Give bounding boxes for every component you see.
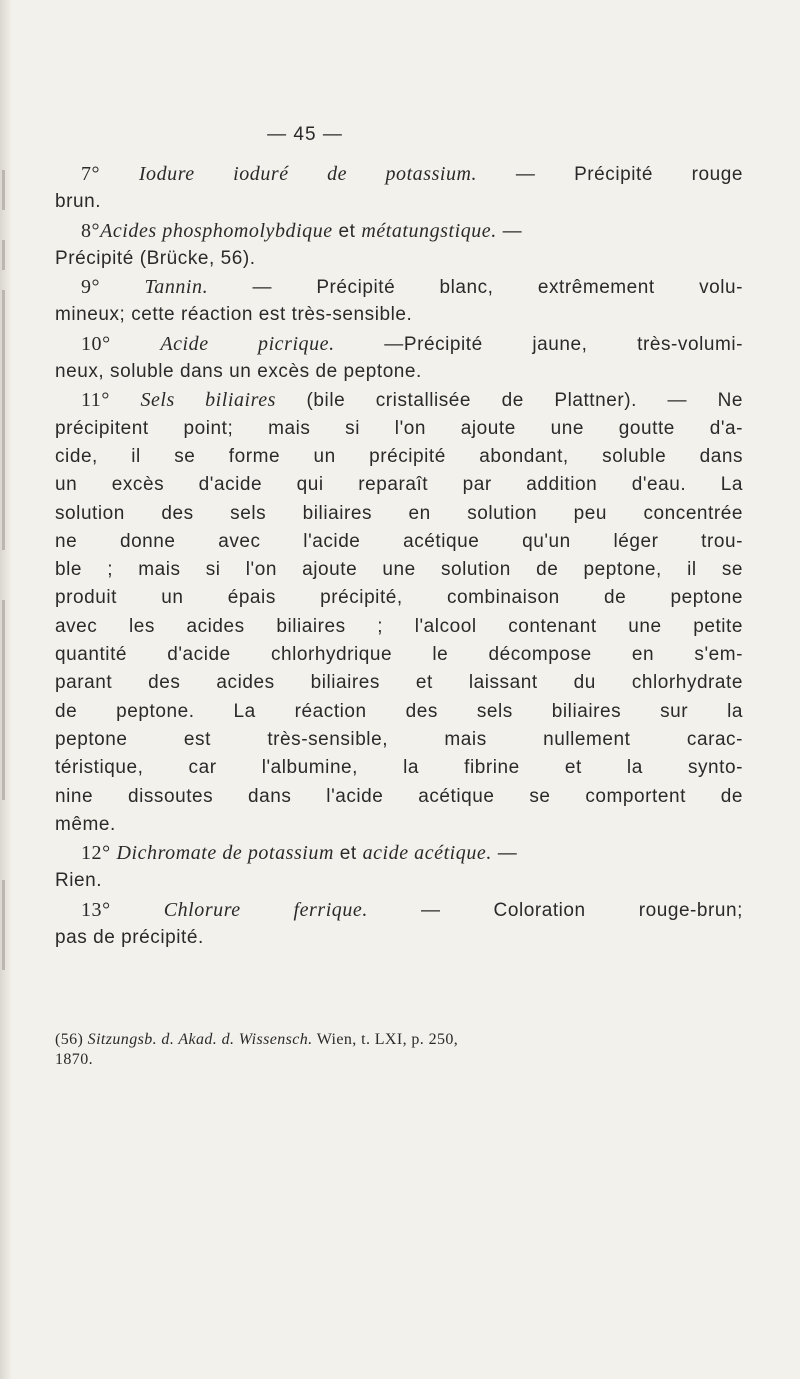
item-8-term: Acides phosphomolybdique [100,219,333,242]
item-11-line: avec les acides biliaires ; l'alcool contenant une petite [55,615,743,637]
item-9-term: Tannin. [144,276,209,299]
binding-mark [2,290,5,550]
item-11-line: même. [55,813,116,835]
item-10-term: Acide picrique. [160,332,335,355]
item-13-term: Chlorure ferrique. [163,898,368,921]
item-12-line-1: 12° Dichromate de potassium et acide acétique. — [81,842,518,865]
item-11-line: produit un épais précipité, combinaison de peptone [55,587,743,609]
item-12-term: Dichromate de potassium [116,842,334,865]
item-11-line-1: 11° Sels biliaires (bile cristallisée de Plattner). — Ne [81,389,743,412]
item-7-line-1: 7° Iodure ioduré de potassium. — Précipité rouge [81,163,743,185]
binding-mark [2,600,5,800]
binding-mark [2,240,5,270]
item-11-line: téristique, car l'albumine, la fibrine et la synto- [55,757,743,779]
item-7-term: Iodure ioduré de potassium. [138,163,478,185]
footnote-line-1: (56) Sitzungsb. d. Akad. d. Wissensch. Wien, t. LXI, p. 250, [55,1031,459,1048]
page-number: — 45 — [267,124,343,145]
item-9-line-1: 9° Tannin. — Précipité blanc, extrêmement volu- [81,276,743,299]
item-11-line: précipitent point; mais si l'on ajoute une goutte d'a- [55,417,743,439]
item-11-term: Sels biliaires [140,389,277,412]
body-text [55,160,743,952]
item-7-line-2: brun. [55,191,102,213]
item-11-line: nine dissoutes dans l'acide acétique se comportent de [55,785,743,807]
item-11-line: parant des acides biliaires et laissant du chlorhydrate [55,672,743,694]
footnote [55,1030,745,1070]
item-11-line: quantité d'acide chlorhydrique le décompose en s'em- [55,644,743,666]
item-11-line: cide, il se forme un précipité abondant, soluble dans [55,445,743,467]
page-binding-shadow [0,0,12,1379]
footnote-marker: (56) [55,1031,84,1048]
item-9-line-2: mineux; cette réaction est très-sensible. [55,304,413,326]
item-11-line: un excès d'acide qui reparaît par addition d'eau. La [55,474,743,496]
item-11-line: solution des sels biliaires en solution peu concentrée [55,502,743,524]
item-8-line-2: Précipité (Brücke, 56). [55,247,256,269]
item-13-line-1: 13° Chlorure ferrique. — Coloration rouge-brun; [81,898,743,921]
item-11-line: ne donne avec l'acide acétique qu'un léger trou- [55,530,743,552]
footnote-line-2: 1870. [55,1051,93,1068]
item-13-line-2: pas de précipité. [55,927,204,949]
item-8-line-1: 8°Acides phosphomolybdique et métatungstique. — [81,219,523,242]
binding-mark [2,880,5,970]
item-10-line-1: 10° Acide picrique. —Précipité jaune, très-volumi- [81,332,743,355]
binding-mark [2,170,5,210]
item-11-line: ble ; mais si l'on ajoute une solution de peptone, il se [55,559,743,581]
item-11-line: de peptone. La réaction des sels biliaires sur la [55,700,743,722]
item-8-term-2: métatungstique. [361,219,497,242]
footnote-source: Sitzungsb. d. Akad. d. Wissensch. [87,1031,313,1048]
item-11-line: peptone est très-sensible, mais nullement carac- [55,728,743,750]
item-10-line-2: neux, soluble dans un excès de peptone. [55,361,422,383]
item-12-line-2: Rien. [55,870,103,892]
item-12-term-2: acide acétique. [362,842,492,865]
